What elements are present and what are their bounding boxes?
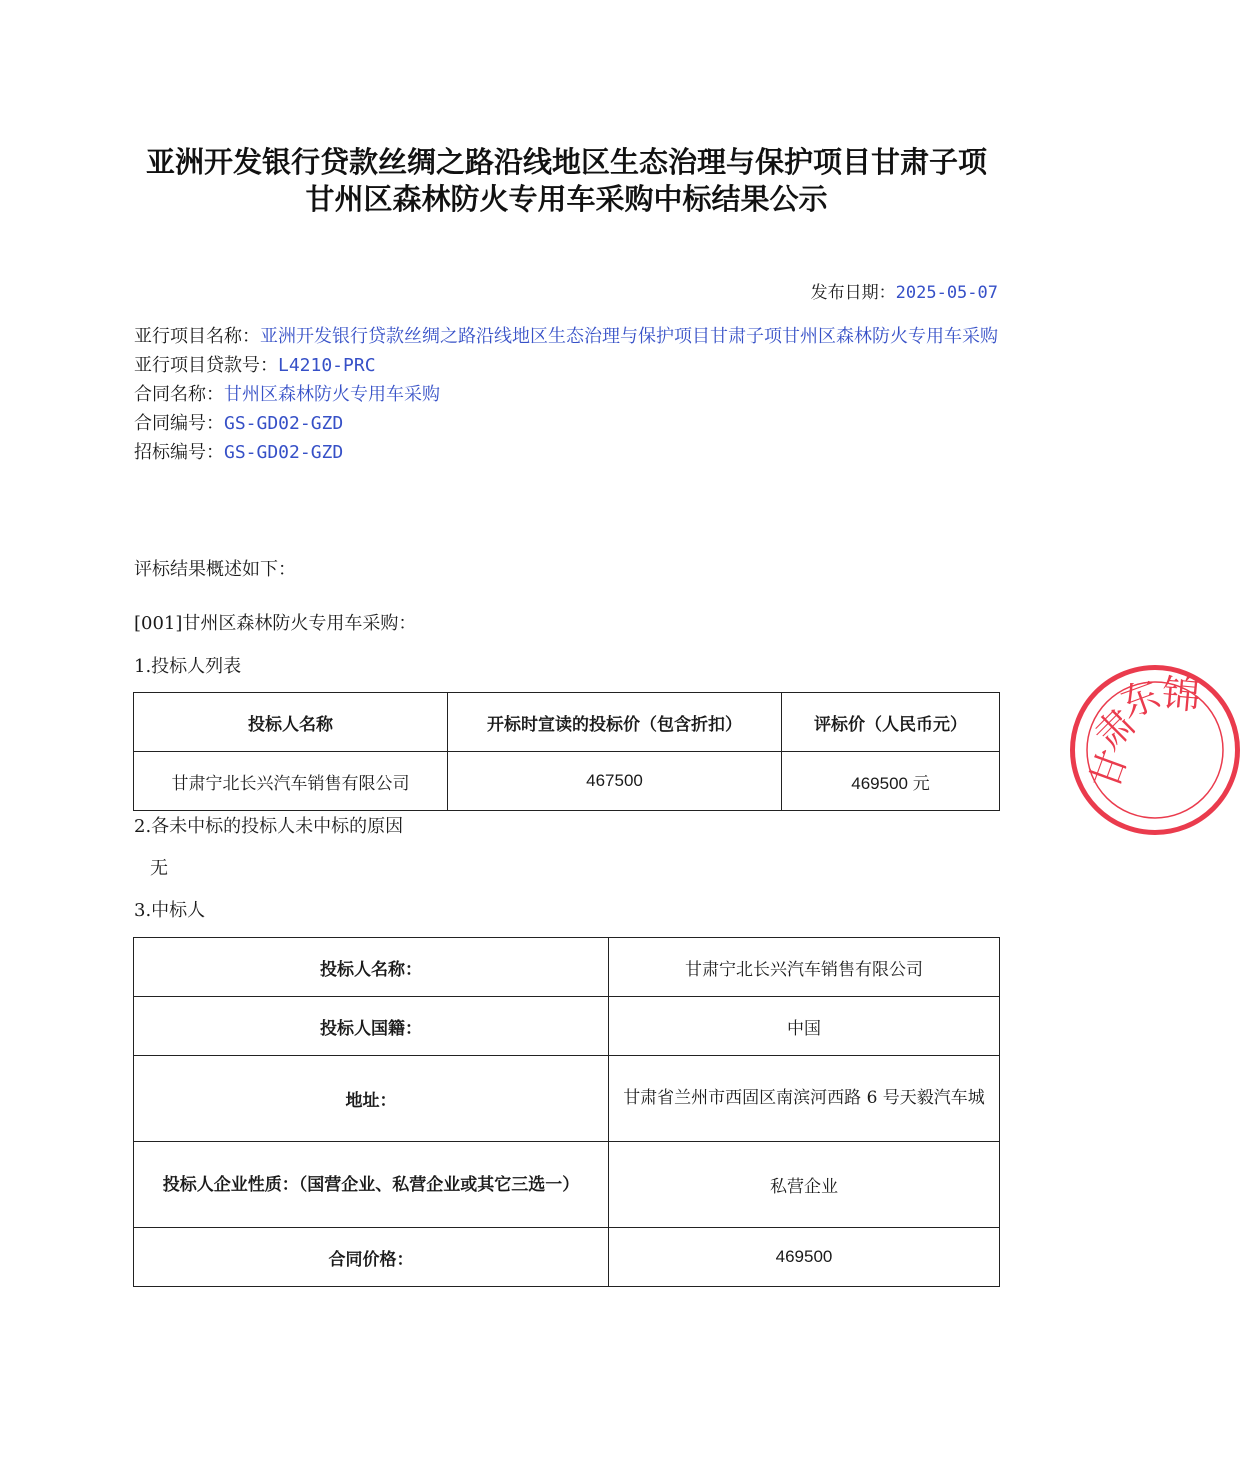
winner-value-cell: 中国	[609, 997, 1000, 1056]
project-name-row	[134, 322, 1000, 351]
summary-intro: 评标结果概述如下：	[134, 559, 296, 580]
lot-heading: [001]甘州区森林防火专用车采购：	[134, 613, 417, 634]
seal-text-2: 肃	[1086, 700, 1145, 759]
winner-value-cell: 469500	[609, 1228, 1000, 1287]
winner-value-cell: 私营企业	[609, 1142, 1000, 1228]
title-line-2: 甘州区森林防火专用车采购中标结果公示	[305, 182, 828, 216]
section2-heading: 2.各未中标的投标人未中标的原因	[134, 816, 404, 837]
section2-content: 无	[150, 858, 168, 879]
bid-no-label: 招标编号：	[134, 442, 224, 463]
winner-value-cell: 甘肃省兰州市西固区南滨河西路 6 号天毅汽车城	[609, 1056, 1000, 1142]
contract-name-label: 合同名称：	[134, 384, 224, 405]
table-row	[134, 1228, 1000, 1287]
contract-name-value: 甘州区森林防火专用车采购	[224, 384, 440, 405]
page-title	[120, 144, 1013, 218]
evaluated-price-cell: 469500 元	[782, 752, 1000, 811]
bid-no-row	[134, 438, 1000, 467]
table-header-row	[134, 693, 1000, 752]
contract-no-value: GS-GD02-GZD	[224, 413, 344, 434]
seal-graphic	[1075, 670, 1235, 830]
company-seal	[1070, 665, 1240, 835]
publish-date-label: 发布日期：	[810, 283, 896, 303]
bidder-list-table	[133, 692, 1000, 811]
table-row	[134, 1142, 1000, 1228]
publish-date-value: 2025-05-07	[895, 283, 998, 303]
table-row	[134, 997, 1000, 1056]
loan-no-label: 亚行项目贷款号：	[134, 355, 278, 376]
table-row	[134, 1056, 1000, 1142]
loan-no-value: L4210-PRC	[278, 355, 376, 376]
project-info	[134, 322, 1000, 467]
table-row	[134, 938, 1000, 997]
winner-label-cell: 地址：	[134, 1056, 609, 1142]
section1-heading: 1.投标人列表	[134, 656, 242, 677]
contract-no-row	[134, 409, 1000, 438]
winner-label-cell: 合同价格：	[134, 1228, 609, 1287]
publish-date	[811, 278, 998, 303]
title-line-1: 亚洲开发银行贷款丝绸之路沿线地区生态治理与保护项目甘肃子项	[145, 145, 987, 179]
seal-text-4: 锦	[1160, 671, 1202, 719]
column-header: 投标人名称	[134, 693, 448, 752]
winner-table	[133, 937, 1000, 1287]
winner-label-cell: 投标人企业性质：（国营企业、私营企业或其它三选一）	[134, 1142, 609, 1228]
winner-value-cell: 甘肃宁北长兴汽车销售有限公司	[609, 938, 1000, 997]
bidder-name-cell: 甘肃宁北长兴汽车销售有限公司	[134, 752, 448, 811]
winner-label-cell: 投标人国籍：	[134, 997, 609, 1056]
contract-name-row	[134, 380, 1000, 409]
seal-text-1: 甘	[1082, 744, 1137, 796]
section3-heading: 3.中标人	[134, 900, 206, 921]
project-name-value: 亚洲开发银行贷款丝绸之路沿线地区生态治理与保护项目甘肃子项甘州区森林防火专用车采购	[260, 326, 998, 347]
seal-text-3: 东	[1115, 672, 1166, 727]
column-header: 评标价（人民币元）	[782, 693, 1000, 752]
bid-no-value: GS-GD02-GZD	[224, 442, 344, 463]
column-header: 开标时宣读的投标价（包含折扣）	[448, 693, 782, 752]
loan-no-row	[134, 351, 1000, 380]
project-name-label: 亚行项目名称：	[134, 326, 260, 347]
bid-price-cell: 467500	[448, 752, 782, 811]
winner-label-cell: 投标人名称：	[134, 938, 609, 997]
table-row	[134, 752, 1000, 811]
contract-no-label: 合同编号：	[134, 413, 224, 434]
